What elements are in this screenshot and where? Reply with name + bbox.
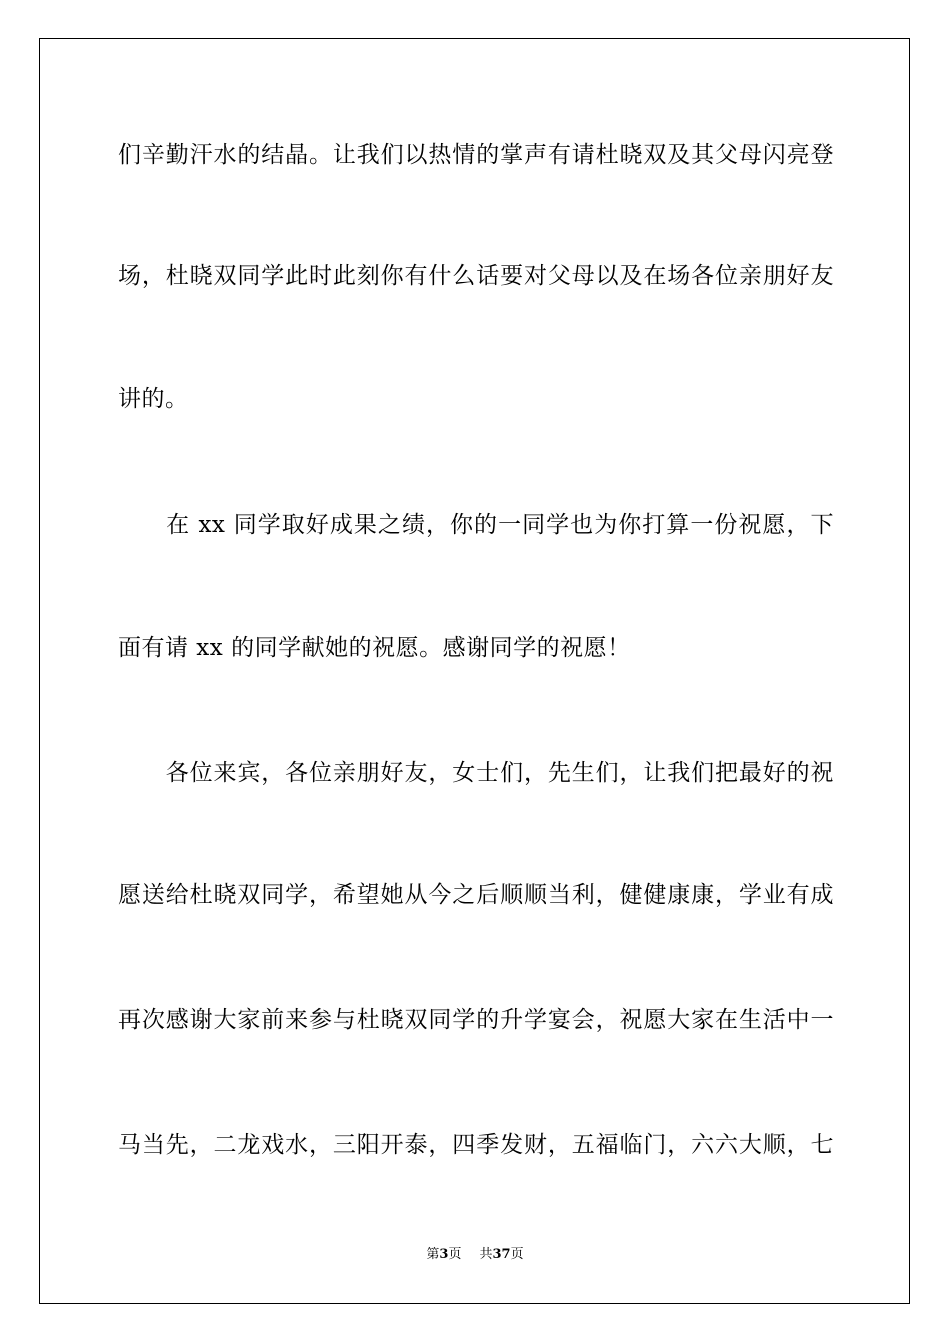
footer-total-prefix: 共	[479, 1247, 493, 1262]
body-line-8: 再次感谢大家前来参与杜晓双同学的升学宴会，祝愿大家在生活中一	[118, 1007, 834, 1033]
footer-page-number: 3	[439, 1247, 449, 1262]
footer-total-pages: 37	[492, 1247, 511, 1262]
body-line-1: 们辛勤汗水的结晶。让我们以热情的掌声有请杜晓双及其父母闪亮登	[118, 142, 834, 168]
body-line-5: 面有请 xx 的同学献她的祝愿。感谢同学的祝愿！	[118, 635, 631, 661]
page-border	[39, 38, 910, 1304]
footer-page-suffix: 页	[448, 1247, 462, 1262]
page-footer	[0, 1246, 950, 1264]
footer-total-suffix: 页	[510, 1247, 524, 1262]
body-line-6: 各位来宾，各位亲朋好友，女士们，先生们，让我们把最好的祝	[118, 760, 834, 786]
body-line-9: 马当先，二龙戏水，三阳开泰，四季发财，五福临门，六六大顺，七	[118, 1132, 834, 1158]
body-line-7: 愿送给杜晓双同学，希望她从今之后顺顺当利，健健康康，学业有成	[118, 882, 834, 908]
body-line-4: 在 xx 同学取好成果之绩，你的一同学也为你打算一份祝愿，下	[118, 512, 834, 538]
body-line-3: 讲的。	[118, 386, 189, 412]
body-line-2: 场，杜晓双同学此时此刻你有什么话要对父母以及在场各位亲朋好友	[118, 263, 834, 289]
footer-page-prefix: 第	[426, 1247, 440, 1262]
